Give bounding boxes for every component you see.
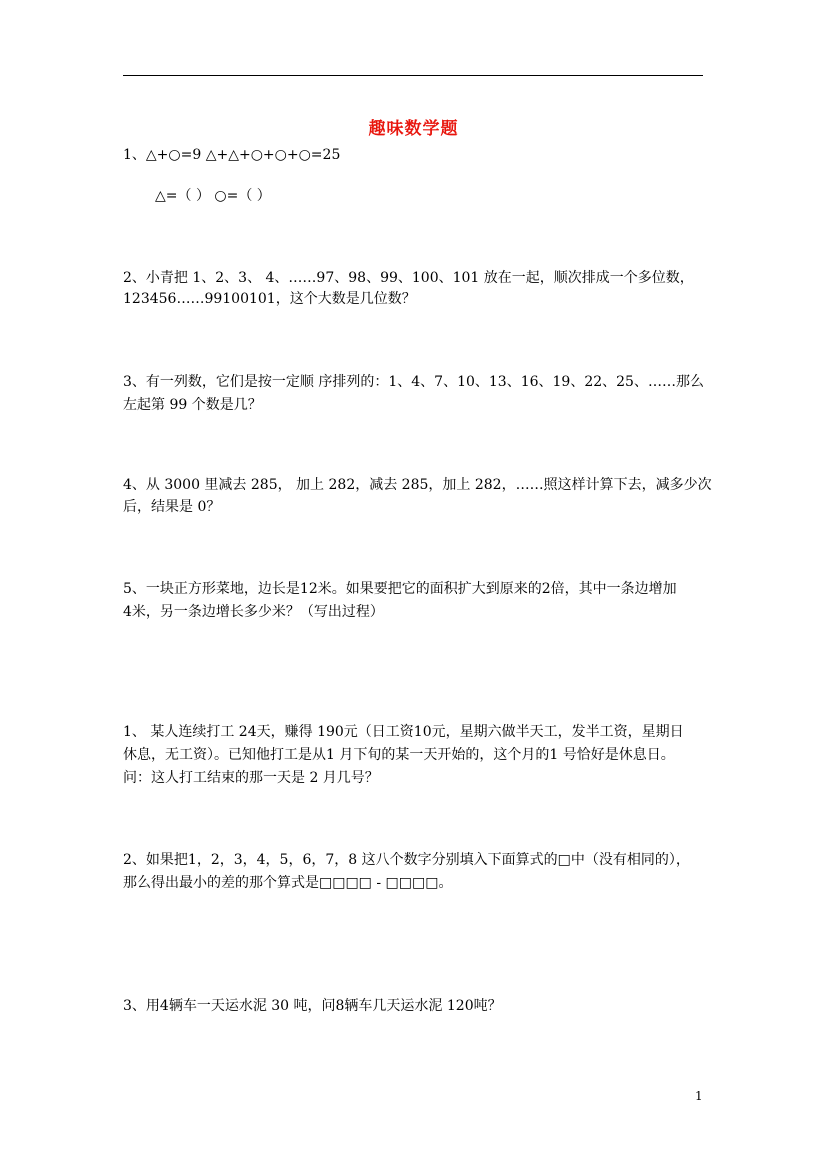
q5-line-2: 4米，另一条边增长多少米？（写出过程）: [123, 604, 384, 620]
q4-line-1: 4、从 3000 里减去 285， 加上 282，减去 285，加上 282，……照这样计算下去，减多少次: [123, 477, 712, 493]
p2-q3-line: 3、用4辆车一天运水泥 30 吨，问8辆车几天运水泥 120吨？: [123, 998, 502, 1014]
page-number: 1: [695, 1089, 703, 1103]
p2-q2-line-2: 那么得出最小的差的那个算式是□□□□ - □□□□。: [123, 875, 453, 891]
q3-line-1: 3、有一列数，它们是按一定顺 序排列的：1、4、7、10、13、16、19、22、25、……那么: [123, 374, 704, 390]
header-rule: [123, 75, 703, 76]
p2-q1-line-1: 1、 某人连续打工 24天，赚得 190元（日工资10元，星期六做半天工，发半工资，星期日: [123, 724, 684, 740]
p2-q1-line-2: 休息，无工资）。已知他打工是从1 月下旬的某一天开始的，这个月的1 号恰好是休息日。: [123, 747, 675, 763]
page-title: 趣味数学题: [368, 119, 459, 139]
q5-line-1: 5、一块正方形菜地，边长是12米。如果要把它的面积扩大到原来的2倍，其中一条边增加: [123, 581, 677, 597]
p2-q2-line-1: 2、如果把1，2，3，4，5，6，7，8 这八个数字分别填入下面算式的□中（没有相同的），: [123, 852, 690, 868]
q3-line-2: 左起第 99 个数是几？: [123, 397, 262, 413]
q4-line-2: 后，结果是 0？: [123, 499, 221, 515]
p2-q1-line-3: 问：这人打工结束的那一天是 2 月几号？: [123, 770, 379, 786]
q1-line: 1、△+○=9 △+△+○+○+○=25: [123, 147, 341, 163]
q2-line-2: 123456……99100101，这个大数是几位数？: [123, 291, 416, 307]
q1-answer-line: △=（ ） ○=（ ）: [155, 188, 271, 204]
q2-line-1: 2、小青把 1、2、3、 4、……97、98、99、100、101 放在一起，顺次排成一个多位数，: [123, 270, 694, 286]
